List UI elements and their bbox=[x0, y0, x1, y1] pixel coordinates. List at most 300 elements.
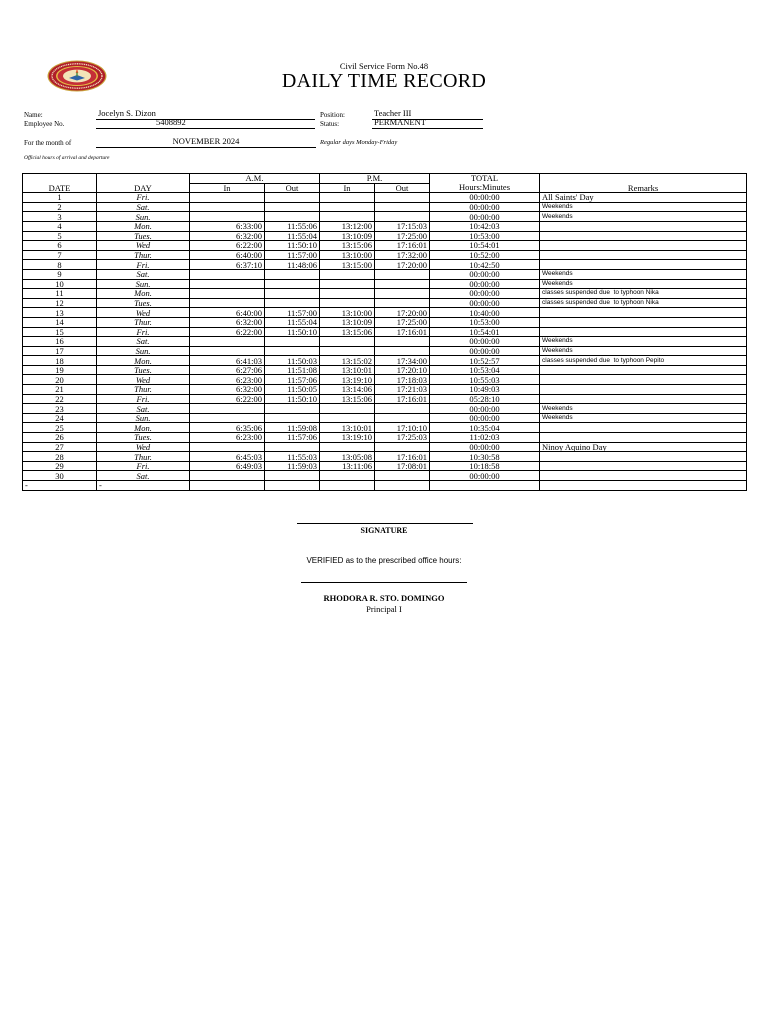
table-row bbox=[23, 356, 747, 366]
pm-in-cell bbox=[320, 404, 375, 414]
table-row bbox=[23, 481, 747, 491]
pm-out-cell bbox=[375, 298, 430, 308]
pm-out-cell: 17:15:03 bbox=[375, 221, 430, 231]
remarks-cell: Weekends bbox=[540, 404, 747, 414]
table-row bbox=[23, 423, 747, 433]
day-cell: Sat. bbox=[97, 471, 190, 481]
day-cell: Tues. bbox=[97, 365, 190, 375]
am-out-cell bbox=[265, 202, 320, 212]
remarks-cell bbox=[540, 231, 747, 241]
remarks-cell bbox=[540, 423, 747, 433]
table-row bbox=[23, 413, 747, 423]
am-in-cell: 6:23:00 bbox=[190, 433, 265, 443]
remarks-cell bbox=[540, 461, 747, 471]
day-cell: Mon. bbox=[97, 221, 190, 231]
pm-out-cell bbox=[375, 212, 430, 222]
remarks-cell bbox=[540, 221, 747, 231]
pm-in-cell: 13:11:06 bbox=[320, 461, 375, 471]
pm-out-cell: 17:20:00 bbox=[375, 308, 430, 318]
total-header-label: TOTAL bbox=[471, 173, 499, 184]
pm-in-cell bbox=[320, 289, 375, 299]
pm-out-cell: 17:18:03 bbox=[375, 375, 430, 385]
pm-in-cell: 13:10:09 bbox=[320, 231, 375, 241]
am-out-cell: 11:51:08 bbox=[265, 365, 320, 375]
am-in-cell bbox=[190, 298, 265, 308]
pm-out-cell: 17:16:01 bbox=[375, 394, 430, 404]
date-cell: 24 bbox=[23, 413, 97, 423]
day-cell: Thur. bbox=[97, 452, 190, 462]
remarks-cell bbox=[540, 260, 747, 270]
table-row bbox=[23, 375, 747, 385]
am-in-cell: 6:33:00 bbox=[190, 221, 265, 231]
remarks-cell bbox=[540, 433, 747, 443]
am-out-cell bbox=[265, 481, 320, 491]
am-out-cell: 11:55:06 bbox=[265, 221, 320, 231]
am-header: A.M. bbox=[190, 174, 320, 184]
remarks-cell: classes suspended due to typhoon Nika bbox=[540, 289, 747, 299]
total-cell: 00:00:00 bbox=[430, 442, 540, 452]
time-record-table bbox=[22, 173, 747, 491]
day-cell: Mon. bbox=[97, 423, 190, 433]
signature-label: SIGNATURE bbox=[360, 526, 408, 535]
employee-no-label: Employee No. bbox=[24, 120, 65, 128]
am-out-cell bbox=[265, 471, 320, 481]
day-cell: Tues. bbox=[97, 298, 190, 308]
verification-statement: VERIFIED as to the prescribed office hours: bbox=[306, 556, 462, 565]
day-cell: Wed bbox=[97, 308, 190, 318]
pm-in-cell: 13:19:10 bbox=[320, 375, 375, 385]
table-row bbox=[23, 289, 747, 299]
pm-out-cell: 17:20:00 bbox=[375, 260, 430, 270]
remarks-cell: Ninoy Aquino Day bbox=[540, 442, 747, 452]
day-cell: Wed bbox=[97, 375, 190, 385]
remarks-cell: Weekends bbox=[540, 279, 747, 289]
day-cell: Thur. bbox=[97, 317, 190, 327]
day-cell: Sat. bbox=[97, 404, 190, 414]
table-row bbox=[23, 394, 747, 404]
remarks-cell: Weekends bbox=[540, 337, 747, 347]
date-cell: 1 bbox=[23, 193, 97, 203]
total-cell: 10:52:00 bbox=[430, 250, 540, 260]
pm-in-cell bbox=[320, 202, 375, 212]
pm-out-cell: 17:32:00 bbox=[375, 250, 430, 260]
day-cell: Tues. bbox=[97, 231, 190, 241]
date-cell: 18 bbox=[23, 356, 97, 366]
pm-out-cell bbox=[375, 413, 430, 423]
table-row bbox=[23, 433, 747, 443]
total-cell: 10:54:01 bbox=[430, 241, 540, 251]
am-out-cell: 11:57:00 bbox=[265, 308, 320, 318]
total-cell: 00:00:00 bbox=[430, 298, 540, 308]
pm-out-cell bbox=[375, 442, 430, 452]
date-cell: 8 bbox=[23, 260, 97, 270]
remarks-cell bbox=[540, 365, 747, 375]
am-out-cell: 11:55:03 bbox=[265, 452, 320, 462]
am-in-cell bbox=[190, 346, 265, 356]
pm-out-cell bbox=[375, 346, 430, 356]
total-cell: 10:54:01 bbox=[430, 327, 540, 337]
date-cell: 25 bbox=[23, 423, 97, 433]
remarks-cell: Weekends bbox=[540, 346, 747, 356]
remarks-cell: Weekends bbox=[540, 202, 747, 212]
verifier-name: RHODORA R. STO. DOMINGO bbox=[323, 593, 445, 603]
am-in-cell: 6:22:00 bbox=[190, 241, 265, 251]
am-in-header: In bbox=[190, 183, 265, 193]
am-out-header: Out bbox=[265, 183, 320, 193]
am-in-cell bbox=[190, 481, 265, 491]
pm-out-cell: 17:16:01 bbox=[375, 241, 430, 251]
table-row bbox=[23, 346, 747, 356]
table-row bbox=[23, 452, 747, 462]
day-header: DAY bbox=[97, 174, 190, 193]
am-in-cell bbox=[190, 212, 265, 222]
date-cell: 30 bbox=[23, 471, 97, 481]
pm-in-cell bbox=[320, 298, 375, 308]
date-cell: 17 bbox=[23, 346, 97, 356]
day-cell: Fri. bbox=[97, 394, 190, 404]
remarks-header: Remarks bbox=[540, 174, 747, 193]
pm-out-cell bbox=[375, 404, 430, 414]
day-cell: Tues. bbox=[97, 433, 190, 443]
remarks-cell bbox=[540, 452, 747, 462]
date-cell: 7 bbox=[23, 250, 97, 260]
pm-in-cell: 13:12:00 bbox=[320, 221, 375, 231]
am-out-cell bbox=[265, 346, 320, 356]
pm-in-cell bbox=[320, 413, 375, 423]
date-cell: 4 bbox=[23, 221, 97, 231]
pm-in-cell: 13:10:01 bbox=[320, 423, 375, 433]
pm-in-cell bbox=[320, 193, 375, 203]
am-in-cell: 6:49:03 bbox=[190, 461, 265, 471]
total-cell: 00:00:00 bbox=[430, 471, 540, 481]
am-out-cell: 11:57:06 bbox=[265, 375, 320, 385]
pm-in-cell: 13:15:06 bbox=[320, 327, 375, 337]
am-out-cell: 11:55:04 bbox=[265, 317, 320, 327]
date-cell: 5 bbox=[23, 231, 97, 241]
status-field: PERMANENT bbox=[372, 118, 483, 129]
day-cell: Fri. bbox=[97, 327, 190, 337]
am-in-cell: 6:23:00 bbox=[190, 375, 265, 385]
total-cell: 00:00:00 bbox=[430, 346, 540, 356]
pm-out-cell bbox=[375, 289, 430, 299]
am-out-cell bbox=[265, 212, 320, 222]
table-row bbox=[23, 269, 747, 279]
remarks-cell bbox=[540, 375, 747, 385]
day-cell: Thur. bbox=[97, 250, 190, 260]
am-out-cell bbox=[265, 298, 320, 308]
month-label: For the month of bbox=[24, 139, 72, 147]
remarks-cell: classes suspended due to typhoon Nika bbox=[540, 298, 747, 308]
table-row bbox=[23, 279, 747, 289]
pm-out-cell: 17:20:10 bbox=[375, 365, 430, 375]
table-row bbox=[23, 202, 747, 212]
pm-out-cell: 17:25:00 bbox=[375, 231, 430, 241]
am-out-cell: 11:48:06 bbox=[265, 260, 320, 270]
remarks-cell bbox=[540, 385, 747, 395]
pm-out-cell: 17:25:00 bbox=[375, 317, 430, 327]
total-cell: 10:53:00 bbox=[430, 231, 540, 241]
date-cell: - bbox=[23, 481, 97, 491]
date-cell: 19 bbox=[23, 365, 97, 375]
total-cell: 10:18:58 bbox=[430, 461, 540, 471]
am-in-cell bbox=[190, 193, 265, 203]
total-cell: 10:42:50 bbox=[430, 260, 540, 270]
day-cell: Fri. bbox=[97, 260, 190, 270]
pm-out-header: Out bbox=[375, 183, 430, 193]
total-cell: 00:00:00 bbox=[430, 202, 540, 212]
date-cell: 6 bbox=[23, 241, 97, 251]
am-in-cell: 6:32:00 bbox=[190, 385, 265, 395]
pm-out-cell: 17:16:01 bbox=[375, 327, 430, 337]
total-cell: 10:55:03 bbox=[430, 375, 540, 385]
day-cell: Sat. bbox=[97, 202, 190, 212]
date-cell: 10 bbox=[23, 279, 97, 289]
status-label: Status: bbox=[320, 120, 340, 128]
day-cell: Wed bbox=[97, 241, 190, 251]
am-out-cell: 11:57:00 bbox=[265, 250, 320, 260]
date-cell: 26 bbox=[23, 433, 97, 443]
pm-in-cell bbox=[320, 471, 375, 481]
total-header-sublabel: Hours:Minutes bbox=[459, 182, 511, 193]
pm-out-cell bbox=[375, 193, 430, 203]
position-label: Position: bbox=[320, 111, 345, 119]
remarks-cell bbox=[540, 471, 747, 481]
pm-in-cell: 13:15:02 bbox=[320, 356, 375, 366]
am-in-cell: 6:22:00 bbox=[190, 327, 265, 337]
pm-out-cell: 17:25:03 bbox=[375, 433, 430, 443]
am-in-cell: 6:40:00 bbox=[190, 308, 265, 318]
am-out-cell bbox=[265, 413, 320, 423]
regular-days-note: Regular days Monday-Friday bbox=[320, 139, 398, 146]
pm-out-cell: 17:34:00 bbox=[375, 356, 430, 366]
date-header: DATE bbox=[23, 174, 97, 193]
pm-in-header: In bbox=[320, 183, 375, 193]
table-row bbox=[23, 385, 747, 395]
am-in-cell bbox=[190, 413, 265, 423]
remarks-cell bbox=[540, 481, 747, 491]
am-out-cell: 11:50:05 bbox=[265, 385, 320, 395]
remarks-cell: classes suspended due to typhoon Pepito bbox=[540, 356, 747, 366]
total-cell bbox=[430, 481, 540, 491]
am-out-cell bbox=[265, 442, 320, 452]
date-cell: 9 bbox=[23, 269, 97, 279]
pm-in-cell bbox=[320, 442, 375, 452]
date-cell: 21 bbox=[23, 385, 97, 395]
table-row bbox=[23, 327, 747, 337]
pm-out-cell: 17:21:03 bbox=[375, 385, 430, 395]
day-cell: Sun. bbox=[97, 413, 190, 423]
remarks-cell bbox=[540, 327, 747, 337]
verifier-title: Principal I bbox=[366, 604, 402, 614]
pm-in-cell: 13:15:06 bbox=[320, 394, 375, 404]
am-in-cell bbox=[190, 202, 265, 212]
total-cell: 00:00:00 bbox=[430, 404, 540, 414]
am-in-cell: 6:22:00 bbox=[190, 394, 265, 404]
time-record-rows bbox=[23, 193, 747, 490]
pm-in-cell bbox=[320, 212, 375, 222]
header-row bbox=[23, 174, 747, 184]
month-field: NOVEMBER 2024 bbox=[96, 137, 316, 148]
remarks-cell bbox=[540, 250, 747, 260]
date-cell: 28 bbox=[23, 452, 97, 462]
am-in-cell bbox=[190, 269, 265, 279]
am-out-cell: 11:50:03 bbox=[265, 356, 320, 366]
signature-line bbox=[297, 523, 473, 524]
am-out-cell bbox=[265, 269, 320, 279]
total-cell: 10:30:58 bbox=[430, 452, 540, 462]
verifier-signature-line bbox=[301, 582, 467, 583]
day-cell: Sat. bbox=[97, 337, 190, 347]
date-cell: 3 bbox=[23, 212, 97, 222]
total-cell: 00:00:00 bbox=[430, 212, 540, 222]
total-cell: 10:53:00 bbox=[430, 317, 540, 327]
day-cell: - bbox=[97, 481, 190, 491]
am-out-cell: 11:57:06 bbox=[265, 433, 320, 443]
am-in-cell: 6:32:00 bbox=[190, 317, 265, 327]
pm-out-cell: 17:16:01 bbox=[375, 452, 430, 462]
day-cell: Sun. bbox=[97, 212, 190, 222]
date-cell: 16 bbox=[23, 337, 97, 347]
am-in-cell: 6:45:03 bbox=[190, 452, 265, 462]
table-row bbox=[23, 308, 747, 318]
remarks-cell bbox=[540, 241, 747, 251]
total-cell: 05:28:10 bbox=[430, 394, 540, 404]
am-out-cell: 11:50:10 bbox=[265, 327, 320, 337]
am-in-cell bbox=[190, 289, 265, 299]
date-cell: 13 bbox=[23, 308, 97, 318]
official-hours-note: Official hours of arrival and departure bbox=[24, 154, 110, 161]
am-in-cell bbox=[190, 279, 265, 289]
day-cell: Mon. bbox=[97, 289, 190, 299]
pm-in-cell: 13:10:01 bbox=[320, 365, 375, 375]
table-row bbox=[23, 221, 747, 231]
pm-in-cell: 13:14:06 bbox=[320, 385, 375, 395]
pm-header: P.M. bbox=[320, 174, 430, 184]
total-header bbox=[430, 174, 540, 193]
pm-in-cell bbox=[320, 269, 375, 279]
table-row bbox=[23, 317, 747, 327]
pm-out-cell bbox=[375, 279, 430, 289]
table-row bbox=[23, 404, 747, 414]
am-out-cell: 11:59:08 bbox=[265, 423, 320, 433]
pm-in-cell bbox=[320, 481, 375, 491]
remarks-cell bbox=[540, 317, 747, 327]
date-cell: 22 bbox=[23, 394, 97, 404]
pm-in-cell: 13:10:09 bbox=[320, 317, 375, 327]
total-cell: 10:42:03 bbox=[430, 221, 540, 231]
page-title: DAILY TIME RECORD bbox=[281, 70, 487, 92]
date-cell: 2 bbox=[23, 202, 97, 212]
table-row bbox=[23, 260, 747, 270]
remarks-cell bbox=[540, 308, 747, 318]
am-out-cell: 11:55:04 bbox=[265, 231, 320, 241]
table-row bbox=[23, 212, 747, 222]
name-label: Name: bbox=[24, 111, 43, 119]
date-cell: 15 bbox=[23, 327, 97, 337]
am-out-cell bbox=[265, 279, 320, 289]
pm-out-cell bbox=[375, 481, 430, 491]
table-row bbox=[23, 231, 747, 241]
pm-out-cell: 17:08:01 bbox=[375, 461, 430, 471]
table-row bbox=[23, 337, 747, 347]
table-row bbox=[23, 471, 747, 481]
total-cell: 10:49:03 bbox=[430, 385, 540, 395]
remarks-cell: Weekends bbox=[540, 269, 747, 279]
am-in-cell: 6:41:03 bbox=[190, 356, 265, 366]
date-cell: 27 bbox=[23, 442, 97, 452]
pm-in-cell: 13:19:10 bbox=[320, 433, 375, 443]
am-in-cell: 6:32:00 bbox=[190, 231, 265, 241]
am-in-cell: 6:40:00 bbox=[190, 250, 265, 260]
day-cell: Fri. bbox=[97, 461, 190, 471]
am-out-cell: 11:50:10 bbox=[265, 394, 320, 404]
table-row bbox=[23, 461, 747, 471]
day-cell: Sat. bbox=[97, 269, 190, 279]
day-cell: Sun. bbox=[97, 346, 190, 356]
pm-in-cell: 13:15:00 bbox=[320, 260, 375, 270]
am-out-cell: 11:59:03 bbox=[265, 461, 320, 471]
pm-out-cell bbox=[375, 202, 430, 212]
am-in-cell bbox=[190, 471, 265, 481]
am-out-cell bbox=[265, 337, 320, 347]
pm-out-cell bbox=[375, 471, 430, 481]
employee-no-field: 5408892 bbox=[96, 118, 315, 129]
pm-in-cell: 13:15:06 bbox=[320, 241, 375, 251]
date-cell: 29 bbox=[23, 461, 97, 471]
total-cell: 00:00:00 bbox=[430, 193, 540, 203]
total-cell: 00:00:00 bbox=[430, 269, 540, 279]
date-cell: 20 bbox=[23, 375, 97, 385]
pm-out-cell bbox=[375, 337, 430, 347]
pm-in-cell: 13:10:00 bbox=[320, 250, 375, 260]
pm-in-cell bbox=[320, 279, 375, 289]
am-out-cell: 11:50:10 bbox=[265, 241, 320, 251]
am-in-cell bbox=[190, 404, 265, 414]
table-row bbox=[23, 365, 747, 375]
remarks-cell: Weekends bbox=[540, 212, 747, 222]
remarks-cell: All Saints' Day bbox=[540, 193, 747, 203]
total-cell: 10:53:04 bbox=[430, 365, 540, 375]
am-out-cell bbox=[265, 193, 320, 203]
table-row bbox=[23, 250, 747, 260]
day-cell: Thur. bbox=[97, 385, 190, 395]
name-field: Jocelyn S. Dizon bbox=[96, 109, 315, 120]
remarks-cell bbox=[540, 394, 747, 404]
total-cell: 10:40:00 bbox=[430, 308, 540, 318]
pm-out-cell: 17:10:10 bbox=[375, 423, 430, 433]
day-cell: Fri. bbox=[97, 193, 190, 203]
total-cell: 11:02:03 bbox=[430, 433, 540, 443]
form-number: Civil Service Form No.48 bbox=[339, 61, 429, 71]
date-cell: 14 bbox=[23, 317, 97, 327]
am-in-cell: 6:35:06 bbox=[190, 423, 265, 433]
total-cell: 00:00:00 bbox=[430, 337, 540, 347]
day-cell: Mon. bbox=[97, 356, 190, 366]
date-cell: 12 bbox=[23, 298, 97, 308]
day-cell: Wed bbox=[97, 442, 190, 452]
am-out-cell bbox=[265, 404, 320, 414]
table-row bbox=[23, 442, 747, 452]
am-out-cell bbox=[265, 289, 320, 299]
table-row bbox=[23, 241, 747, 251]
total-cell: 10:52:57 bbox=[430, 356, 540, 366]
pm-in-cell bbox=[320, 337, 375, 347]
am-in-cell: 6:37:10 bbox=[190, 260, 265, 270]
am-in-cell bbox=[190, 337, 265, 347]
table-row bbox=[23, 298, 747, 308]
pm-in-cell bbox=[320, 346, 375, 356]
position-field: Teacher III bbox=[372, 109, 483, 120]
